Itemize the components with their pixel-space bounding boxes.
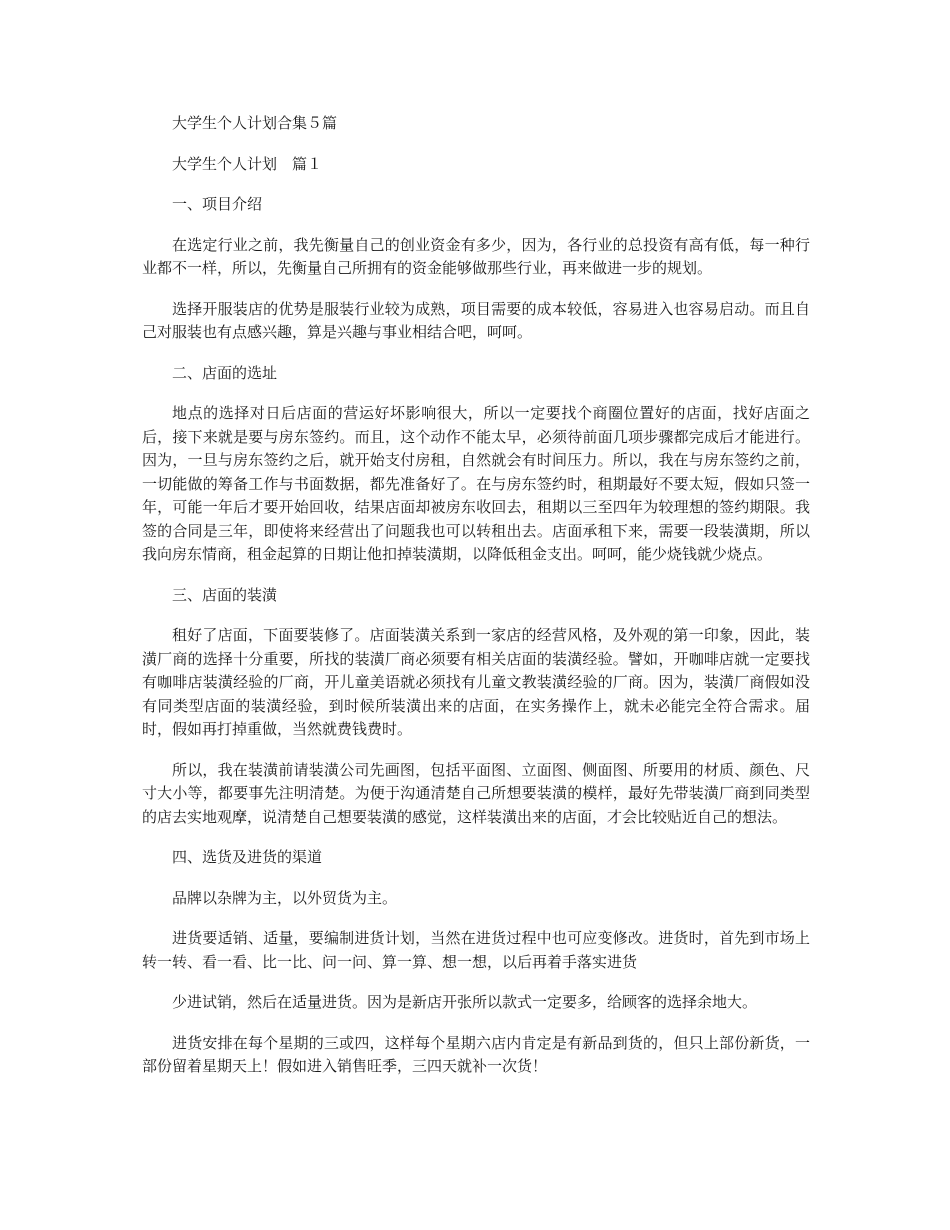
paragraph: 进货要适销、适量，要编制进货计划，当然在进货过程中也可应变修改。进货时，首先到市场上转一转、看一看、比一比、问一问、算一算、想一想，以后再着手落实进货 — [142, 929, 810, 971]
paragraph: 选择开服装店的优势是服装行业较为成熟，项目需要的成本较低，容易进入也容易启动。而且自己对服装也有点感兴趣，算是兴趣与事业相结合吧，呵呵。 — [142, 299, 810, 341]
paragraph: 进货安排在每个星期的三或四，这样每个星期六店内肯定是有新品到货的，但只上部份新货，一部份留着星期天上！假如进入销售旺季，三四天就补一次货！ — [142, 1033, 810, 1075]
section-heading: 一、项目介绍 — [172, 195, 263, 213]
paragraph: 少进试销，然后在适量进货。因为是新店开张所以款式一定要多，给顾客的选择余地大。 — [172, 993, 758, 1011]
section-heading: 三、店面的装潢 — [172, 585, 278, 604]
document-title: 大学生个人计划合集５篇 — [172, 114, 338, 132]
document-subtitle: 大学生个人计划 篇１ — [172, 154, 323, 173]
paragraph: 品牌以杂牌为主，以外贸货为主。 — [172, 888, 398, 907]
section-heading: 二、店面的选址 — [172, 363, 278, 382]
section-heading: 四、选货及进货的渠道 — [172, 848, 323, 866]
paragraph: 所以，我在装潢前请装潢公司先画图，包括平面图、立面图、侧面图、所要用的材质、颜色、尺寸大小等，都要事先注明清楚。为便于沟通清楚自己所想要装潢的模样，最好先带装潢厂商到同类型的店去实地观摩，说清楚自己想要装潢的感觉，这样装潢出来的店面，才会比较贴近自己的想法。 — [142, 760, 810, 826]
paragraph: 租好了店面，下面要装修了。店面装潢关系到一家店的经营风格，及外观的第一印象，因此，装潢厂商的选择十分重要，所找的装潢厂商必须要有相关店面的装潢经验。譬如，开咖啡店就一定要找有咖啡店装潢经验的厂商，开儿童美语就必须找有儿童文教装潢经验的厂商。因为，装潢厂商假如没有同类型店面的装潢经验，到时候所装潢出来的店面，在实务操作上，就未必能完全符合需求。届时，假如再打掉重做，当然就费钱费时。 — [142, 626, 810, 738]
paragraph: 在选定行业之前，我先衡量自己的创业资金有多少，因为，各行业的总投资有高有低，每一种行业都不一样，所以，先衡量自己所拥有的资金能够做那些行业，再来做进一步的规划。 — [142, 235, 810, 277]
paragraph: 地点的选择对日后店面的营运好坏影响很大，所以一定要找个商圈位置好的店面，找好店面之后，接下来就是要与房东签约。而且，这个动作不能太早，必须待前面几项步骤都完成后才能进行。因为，一旦与房东签约之后，就开始支付房租，自然就会有时间压力。所以，我在与房东签约之前，一切能做的筹备工作与书面数据，都先准备好了。在与房东签约时，租期最好不要太短，假如只签一年，可能一年后才要开始回收，结果店面却被房东收回去，租期以三至四年为较理想的签约期限。我签的合同是三年，即使将来经营出了问题我也可以转租出去。店面承租下来，需要一段装潢期，所以我向房东情商，租金起算的日期让他扣掉装潢期，以降低租金支出。呵呵，能少烧钱就少烧点。 — [142, 404, 810, 563]
document-page — [142, 112, 810, 1096]
